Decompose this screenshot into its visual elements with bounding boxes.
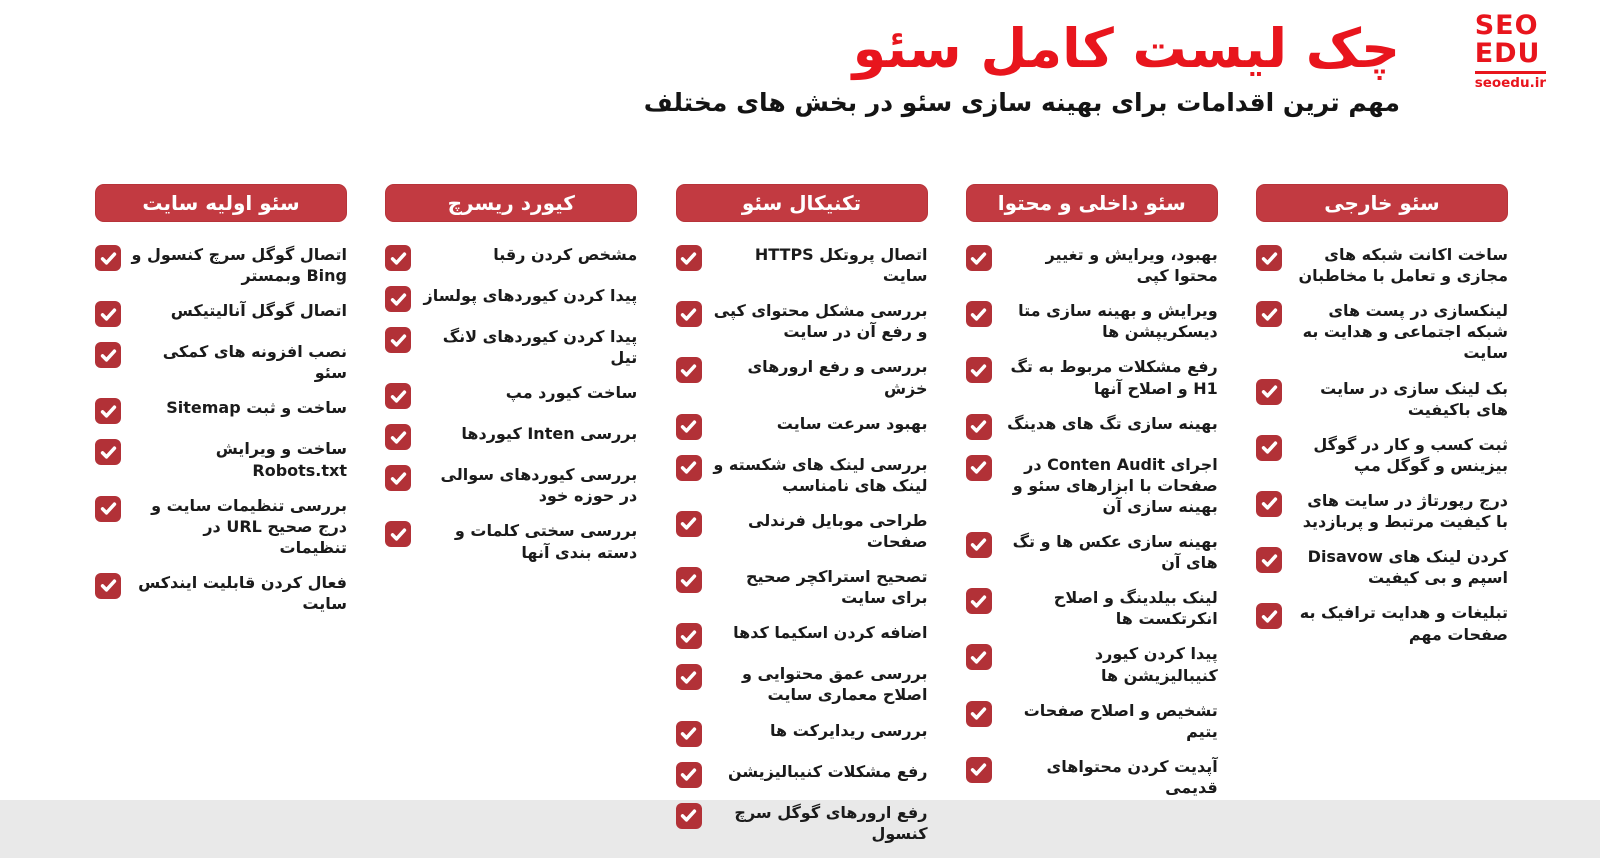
checked-checkbox[interactable]	[966, 757, 992, 783]
checked-checkbox[interactable]	[95, 245, 121, 271]
check-icon	[99, 499, 118, 518]
check-icon	[969, 592, 988, 611]
checklist-item-label: آپدیت کردن محتواهای قدیمی	[1046, 756, 1218, 797]
checked-checkbox[interactable]	[676, 301, 702, 327]
checklist-item	[676, 566, 928, 608]
checklist-item-label: لینک بیلدینگ و اصلاح انکرتکست ها	[1053, 588, 1218, 629]
column-initial-site-seo	[95, 184, 347, 858]
checklist-item	[385, 326, 637, 368]
checklist-item	[1256, 434, 1508, 476]
checklist-item-label: مشخص کردن رقبا	[493, 245, 638, 264]
check-icon	[99, 443, 118, 462]
checked-checkbox[interactable]	[1256, 379, 1282, 405]
check-icon	[969, 305, 988, 324]
seoedu-logo	[1475, 12, 1546, 91]
checked-checkbox[interactable]	[385, 521, 411, 547]
check-icon	[389, 331, 408, 350]
checklist-item	[676, 510, 928, 552]
checklist-item-label: بررسی ریدایرکت ها	[770, 720, 928, 740]
checklist-item-label: رفع ارورهای گوگل سرچ کنسول	[734, 802, 928, 843]
checklist-item	[676, 720, 928, 747]
checklist-item	[1256, 602, 1508, 644]
check-icon	[1260, 551, 1279, 570]
check-icon	[1260, 382, 1279, 401]
checklist-item-label: اضافه کردن اسکیما کدها	[733, 623, 928, 643]
column-items	[676, 244, 928, 844]
checklist-item-label: ثبت کسب و کار در گوگل بیزینس و گوگل مپ	[1313, 434, 1508, 475]
checklist-item-label: رفع مشکلات مربوط به تگ H1 و اصلاح آنها	[1010, 357, 1218, 398]
checked-checkbox[interactable]	[676, 414, 702, 440]
checklist-item	[966, 454, 1218, 517]
checked-checkbox[interactable]	[966, 357, 992, 383]
checklist-item-label: رفع مشکلات کنیبالیزیشن	[727, 761, 928, 781]
checklist-item-label: بررسی Inten کیوردها	[461, 424, 638, 444]
check-icon	[679, 514, 698, 533]
check-icon	[99, 402, 118, 421]
checklist-item	[1256, 546, 1508, 588]
checklist-item	[385, 520, 637, 562]
check-icon	[389, 387, 408, 406]
checked-checkbox[interactable]	[676, 455, 702, 481]
checklist-item-label: اتصال گوگل سرچ کنسول و Bing وبمستر	[131, 245, 347, 286]
checklist-item	[676, 622, 928, 649]
checklist-item-label: بررسی سختی کلمات و دسته بندی آنها	[454, 521, 638, 562]
checklist-item-label: بررسی لینک های شکسته و لینک های نامناسب	[713, 454, 928, 495]
checked-checkbox[interactable]	[385, 327, 411, 353]
checklist-item	[95, 572, 347, 614]
checklist-item	[1256, 378, 1508, 420]
checklist-item	[95, 438, 347, 480]
check-icon	[679, 458, 698, 477]
checklist-item	[676, 761, 928, 788]
logo-url: seoedu.ir	[1475, 71, 1546, 91]
column-technical-seo	[676, 184, 928, 858]
checklist-item-label: بهینه سازی عکس ها و تگ های آن	[1012, 531, 1218, 573]
column-onpage-seo-content	[966, 184, 1218, 858]
check-icon	[389, 428, 408, 447]
checklist-item-label: بررسی عمق محتوایی و اصلاح معماری سایت	[741, 664, 928, 705]
checklist-item-label: بررسی و رفع ارورهای خزش	[747, 357, 928, 398]
check-icon	[1260, 607, 1279, 626]
checked-checkbox[interactable]	[676, 664, 702, 690]
checklist-item-label: پیدا کردن کیورد کنیبالیزیشن ها	[1094, 644, 1218, 685]
check-icon	[99, 576, 118, 595]
checklist-item	[966, 700, 1218, 742]
check-icon	[679, 249, 698, 268]
check-icon	[1260, 494, 1279, 513]
checked-checkbox[interactable]	[1256, 547, 1282, 573]
checked-checkbox[interactable]	[676, 567, 702, 593]
checklist-item-label: تشخیص و اصلاح صفحات یتیم	[1023, 700, 1218, 741]
column-external-seo	[1256, 184, 1508, 858]
checklist-item-label: پیدا کردن کیوردهای لانگ تیل	[442, 327, 638, 368]
check-icon	[679, 724, 698, 743]
checked-checkbox[interactable]	[385, 245, 411, 271]
checklist-item	[676, 413, 928, 440]
checked-checkbox[interactable]	[676, 762, 702, 788]
checklist-item-label: بررسی تنظیمات سایت و درج صحیح URL در تنظیمات	[151, 495, 347, 557]
checked-checkbox[interactable]	[1256, 301, 1282, 327]
checked-checkbox[interactable]	[1256, 491, 1282, 517]
checklist-item	[676, 454, 928, 496]
checklist-item-label: بهینه سازی تگ های هدینگ	[1007, 413, 1218, 433]
check-icon	[389, 249, 408, 268]
check-icon	[679, 765, 698, 784]
column-items	[1256, 244, 1508, 645]
checklist-item-label: بهبود سرعت سایت	[776, 413, 928, 433]
check-icon	[969, 704, 988, 723]
checklist-item-label: اتصال گوگل آنالیتیکس	[170, 301, 347, 321]
checklist-item-label: ساخت و ثبت Sitemap	[166, 398, 347, 418]
checklist-item-label: طراحی موبایل فرندلی صفحات	[748, 510, 928, 551]
checklist-item	[385, 382, 637, 409]
column-items	[966, 244, 1218, 798]
checked-checkbox[interactable]	[966, 301, 992, 327]
checklist-item-label: لینکسازی در پست های شبکه اجتماعی و هدایت به سایت	[1302, 301, 1508, 363]
checklist-item	[676, 802, 928, 844]
checked-checkbox[interactable]	[676, 511, 702, 537]
checked-checkbox[interactable]	[1256, 603, 1282, 629]
check-icon	[679, 571, 698, 590]
checklist-item-label: بک لینک سازی در سایت های باکیفیت	[1320, 378, 1508, 419]
checklist-item	[966, 531, 1218, 573]
checklist-item	[676, 356, 928, 398]
checklist-item	[95, 495, 347, 558]
check-icon	[969, 458, 988, 477]
checked-checkbox[interactable]	[385, 383, 411, 409]
check-icon	[389, 525, 408, 544]
checklist-item	[385, 423, 637, 450]
check-icon	[969, 760, 988, 779]
checked-checkbox[interactable]	[95, 573, 121, 599]
checklist-item	[95, 244, 347, 286]
logo-text-edu: EDU	[1474, 37, 1541, 69]
checked-checkbox[interactable]	[385, 465, 411, 491]
checklist-item	[1256, 300, 1508, 363]
checklist-item-label: درج رپورتاژ در سایت های با کیفیت مرتبط و پربازدید	[1302, 490, 1508, 532]
checklist-item-label: تصحیح استراکچر صحیح برای سایت	[745, 567, 928, 608]
column-items	[385, 244, 637, 563]
check-icon	[99, 305, 118, 324]
checklist-item	[95, 300, 347, 327]
page-subtitle: مهم ترین اقدامات برای بهینه سازی سئو در بخش های مختلف	[643, 88, 1400, 118]
checklist-item	[966, 756, 1218, 798]
checklist-item	[676, 244, 928, 286]
check-icon	[679, 305, 698, 324]
check-icon	[679, 627, 698, 646]
checked-checkbox[interactable]	[385, 424, 411, 450]
checked-checkbox[interactable]	[966, 455, 992, 481]
checklist-item	[676, 663, 928, 705]
logo-text-seo: SEO	[1474, 10, 1539, 41]
check-icon	[389, 469, 408, 488]
checklist-item	[95, 397, 347, 424]
checklist-item	[1256, 490, 1508, 532]
check-icon	[1260, 249, 1279, 268]
checklist-item	[966, 300, 1218, 342]
check-icon	[679, 806, 698, 825]
column-header: سئو خارجی	[1256, 184, 1508, 222]
checklist-item-label: ساخت و ویرایش Robots.txt	[215, 439, 347, 480]
check-icon	[969, 535, 988, 554]
checked-checkbox[interactable]	[676, 357, 702, 383]
checklist-item-label: اجرای Conten Audit در صفحات با ابزارهای سئو و بهینه سازی آن	[1012, 454, 1218, 516]
column-header: کیورد ریسرچ	[385, 184, 637, 222]
checked-checkbox[interactable]	[676, 245, 702, 271]
checklist-item	[966, 244, 1218, 286]
check-icon	[969, 648, 988, 667]
check-icon	[969, 417, 988, 436]
checklist-item	[966, 413, 1218, 440]
column-header: تکنیکال سئو	[676, 184, 928, 222]
checked-checkbox[interactable]	[966, 414, 992, 440]
checked-checkbox[interactable]	[1256, 245, 1282, 271]
checked-checkbox[interactable]	[95, 439, 121, 465]
checklist-item	[1256, 244, 1508, 286]
checklist-item-label: ویرایش و بهینه سازی متا دیسکریپشن ها	[1018, 301, 1218, 342]
checklist-item	[95, 341, 347, 383]
checklist-item	[385, 244, 637, 271]
checklist-item-label: ساخت کیورد مپ	[505, 383, 638, 403]
checked-checkbox[interactable]	[966, 588, 992, 614]
checklist-item-label: پیدا کردن کیوردهای پولساز	[423, 286, 638, 305]
checklist-item-label: بهبود، ویرایش و تغییر محتوا کپی	[1045, 245, 1218, 286]
check-icon	[969, 249, 988, 268]
check-icon	[389, 290, 408, 309]
column-header: سئو اولیه سایت	[95, 184, 347, 222]
column-items	[95, 244, 347, 614]
checked-checkbox[interactable]	[966, 644, 992, 670]
checked-checkbox[interactable]	[676, 721, 702, 747]
checked-checkbox[interactable]	[1256, 435, 1282, 461]
page-title: چک لیست کامل سئو	[852, 17, 1400, 80]
column-keyword-research	[385, 184, 637, 858]
checklist-item-label: نصب افزونه های کمکی سئو	[162, 342, 347, 383]
check-icon	[969, 361, 988, 380]
checklist-item-label: تبلیغات و هدایت ترافیک به صفحات مهم	[1299, 603, 1508, 644]
check-icon	[679, 668, 698, 687]
checked-checkbox[interactable]	[966, 532, 992, 558]
checklist-item-label: بررسی کیوردهای سوالی در حوزه خود	[440, 465, 638, 506]
checklist-item-label: بررسی مشکل محتوای کپی و رفع آن در سایت	[713, 301, 928, 342]
checklist-item	[385, 464, 637, 506]
checked-checkbox[interactable]	[95, 301, 121, 327]
checklist-item-label: Disavow کردن لینک های اسپم و بی کیفیت	[1307, 547, 1508, 588]
checked-checkbox[interactable]	[966, 245, 992, 271]
title-block	[644, 18, 1400, 118]
checklist-item	[676, 300, 928, 342]
checklist-item	[966, 587, 1218, 629]
checked-checkbox[interactable]	[676, 623, 702, 649]
checked-checkbox[interactable]	[966, 701, 992, 727]
checklist-item	[966, 356, 1218, 398]
checklist-item-label: فعال کردن قابلیت ایندکس سایت	[138, 572, 347, 614]
column-header: سئو داخلی و محتوا	[966, 184, 1218, 222]
checklist-columns	[0, 184, 1600, 858]
check-icon	[679, 417, 698, 436]
checked-checkbox[interactable]	[676, 803, 702, 829]
check-icon	[679, 361, 698, 380]
check-icon	[1260, 438, 1279, 457]
check-icon	[99, 346, 118, 365]
checklist-item	[966, 643, 1218, 685]
checked-checkbox[interactable]	[95, 496, 121, 522]
checklist-item-label: ساخت اکانت شبکه های مجازی و تعامل با مخاطبان	[1298, 245, 1508, 286]
checked-checkbox[interactable]	[95, 398, 121, 424]
checked-checkbox[interactable]	[95, 342, 121, 368]
check-icon	[1260, 305, 1279, 324]
checklist-item-label: اتصال پروتکل HTTPS سایت	[754, 245, 928, 286]
check-icon	[99, 249, 118, 268]
checked-checkbox[interactable]	[385, 286, 411, 312]
checklist-item	[385, 285, 637, 312]
